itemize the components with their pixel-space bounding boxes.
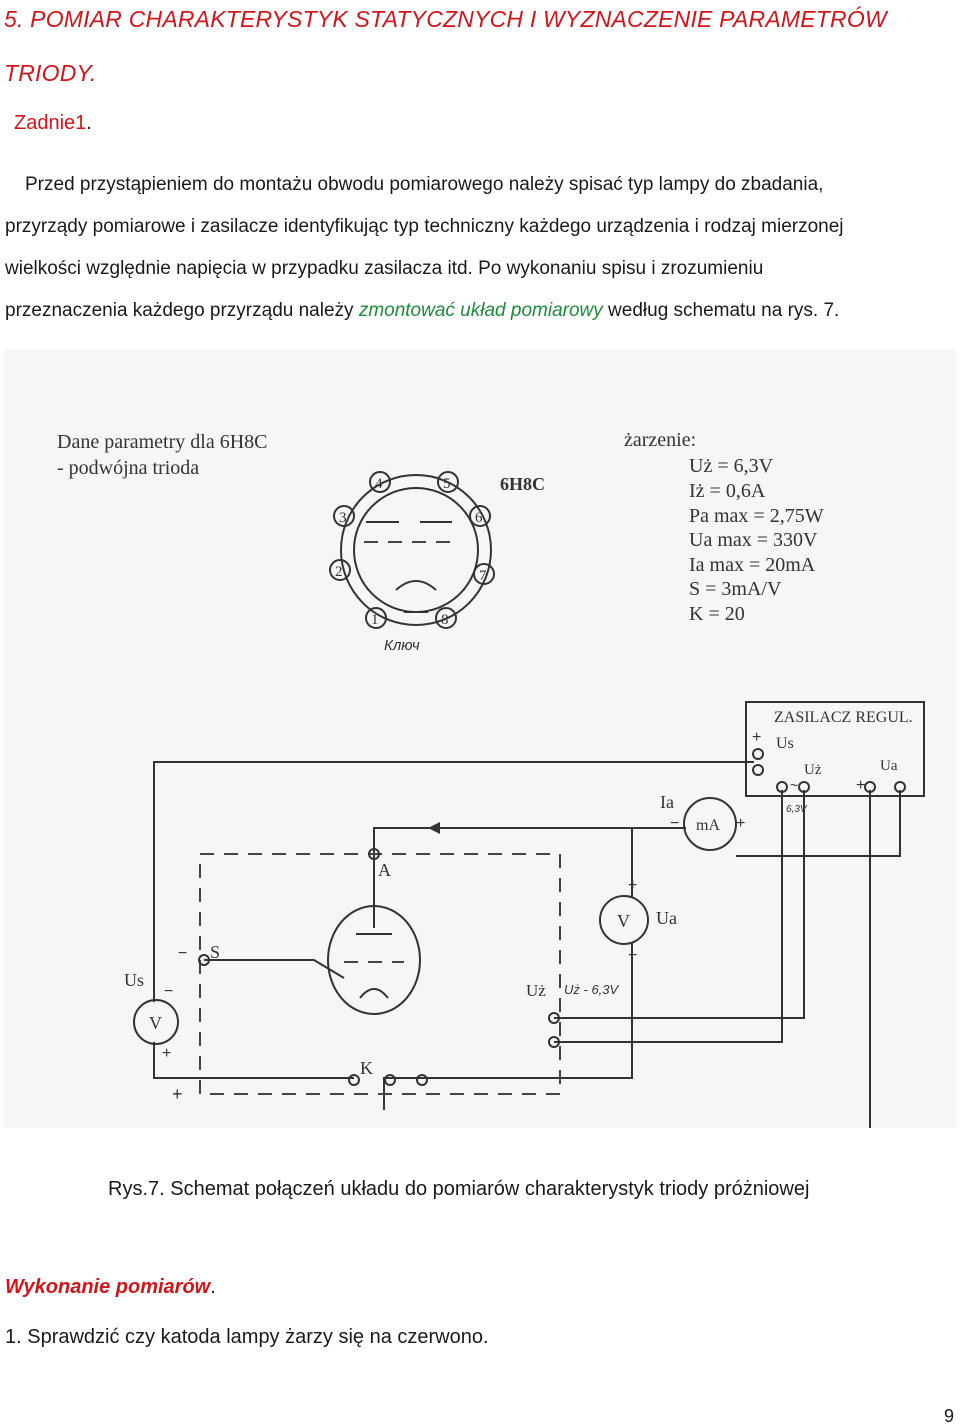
psu-uz-value: 6,3V [786,804,807,815]
ma-plus: + [736,815,746,832]
socket-inner [354,488,478,612]
cathode-arc [396,581,436,590]
spec-ua-max: Ua max = 330V [689,529,818,551]
psu-us-label: Us [776,735,794,752]
section-label [5,1276,216,1299]
pin-7-label: 7 [479,568,487,584]
psu-label: ZASILACZ REGUL. [774,709,913,726]
cathode-terminal-3 [417,1075,427,1085]
tube-cathode [360,989,388,998]
current-arrow [428,822,440,834]
spec-uz: Uż = 6,3V [689,455,774,477]
circuit-diagram [4,350,956,1128]
psu-ua-plus: + [856,777,866,794]
voltmeter-us-symbol: V [149,1013,162,1033]
spec-s: S = 3mA/V [689,578,782,600]
step-1: 1. Sprawdzić czy katoda lampy żarzy się na czerwono. [5,1326,489,1348]
key-label: Ключ [384,637,420,654]
spec-iz: Iż = 0,6A [689,480,766,502]
params-title-2: - podwójna trioda [57,457,200,479]
pin-3-label: 3 [339,510,347,526]
anode-label: A [378,860,391,880]
psu-uz-label: Uż [804,762,822,778]
ia-label: Ia [660,792,674,812]
pin-8-label: 8 [441,612,449,628]
dashed-enclosure [200,854,560,1094]
ma-meter-label: mA [696,817,720,834]
wire-anode [374,828,686,928]
pin-6-label: 6 [475,510,483,526]
section-heading-line-2: TRIODY. [4,60,97,86]
pin-2-label: 2 [335,564,343,580]
voltmeter-ua-minus: − [628,947,638,964]
ma-minus: − [670,815,680,832]
voltmeter-us-minus: − [164,983,174,1000]
cathode-plus: + [172,1084,183,1104]
page-number: 9 [943,1406,954,1426]
circuit-figure [4,350,956,1128]
socket-outline [341,475,491,625]
grid-minus: − [178,945,188,962]
grid-label: S [210,942,221,962]
spec-k: K = 20 [689,603,745,625]
psu-us-plus-terminal [753,749,763,759]
intro-line-3: wielkości względnie napięcia w przypadku zasilacza itd. Po wykonaniu spisu i zrozumieniu [5,258,764,279]
intro-line-2: przyrządy pomiarowe i zasilacze identyfikując typ techniczny każdego urządzenia i rodzaj mierzonej [5,216,844,237]
psu-tilde: ~ [790,777,799,793]
task-label-text: Zadnie1 [14,112,87,134]
task-label-dot: . [86,112,92,134]
voltmeter-us-plus: + [162,1045,172,1062]
wire-cathode-return [154,1042,354,1078]
intro-line-4-pre: przeznaczenia każdego przyrządu należy [5,300,359,321]
section-label-dot: . [210,1276,216,1298]
intro-paragraph [5,164,955,332]
spec-pa-max: Pa max = 2,75W [689,505,824,527]
voltmeter-ua-label: Ua [656,908,677,928]
cathode-terminal-2 [385,1075,395,1085]
voltmeter-ua-plus: + [628,877,638,894]
spec-ia-max: Ia max = 20mA [689,554,816,576]
uz-note: Uż - 6,3V [564,982,619,997]
intro-line-1: Przed przystąpieniem do montażu obwodu pomiarowego należy spisać typ lampy do zbadania, [25,174,824,195]
task-label [14,112,92,135]
voltmeter-us-label: Us [124,970,145,990]
intro-line-4-post: według schematu na rys. 7. [602,300,840,321]
psu-us-minus-terminal [753,765,763,775]
figure-caption: Rys.7. Schemat połączeń układu do pomiarów charakterystyk triody próżniowej [108,1178,810,1200]
voltmeter-ua-symbol: V [617,911,630,931]
pin-5-label: 5 [443,476,451,492]
tube-pinout [330,472,494,654]
pin-1-label: 1 [371,612,379,628]
wire-anode-supply [736,790,900,856]
assembly-link: zmontować układ pomiarowy [358,300,603,321]
cathode-label: K [360,1058,373,1078]
tube-type-label: 6H8C [500,474,545,494]
spec-header: żarzenie: [624,429,697,451]
intro-line-4 [5,290,955,332]
psu-us-plus: + [752,729,762,746]
params-title-1: Dane parametry dla 6H8C [57,431,268,453]
cathode-terminal-1 [349,1075,359,1085]
uz-label: Uż [526,981,546,1000]
wire-grid [204,960,344,978]
psu-ua-label: Ua [880,758,898,774]
pin-4-label: 4 [375,476,383,492]
section-label-text: Wykonanie pomiarów [5,1276,211,1298]
section-heading-line-1: 5. POMIAR CHARAKTERYSTYK STATYCZNYCH I WYZNACZENIE PARAMETRÓW [4,6,887,32]
